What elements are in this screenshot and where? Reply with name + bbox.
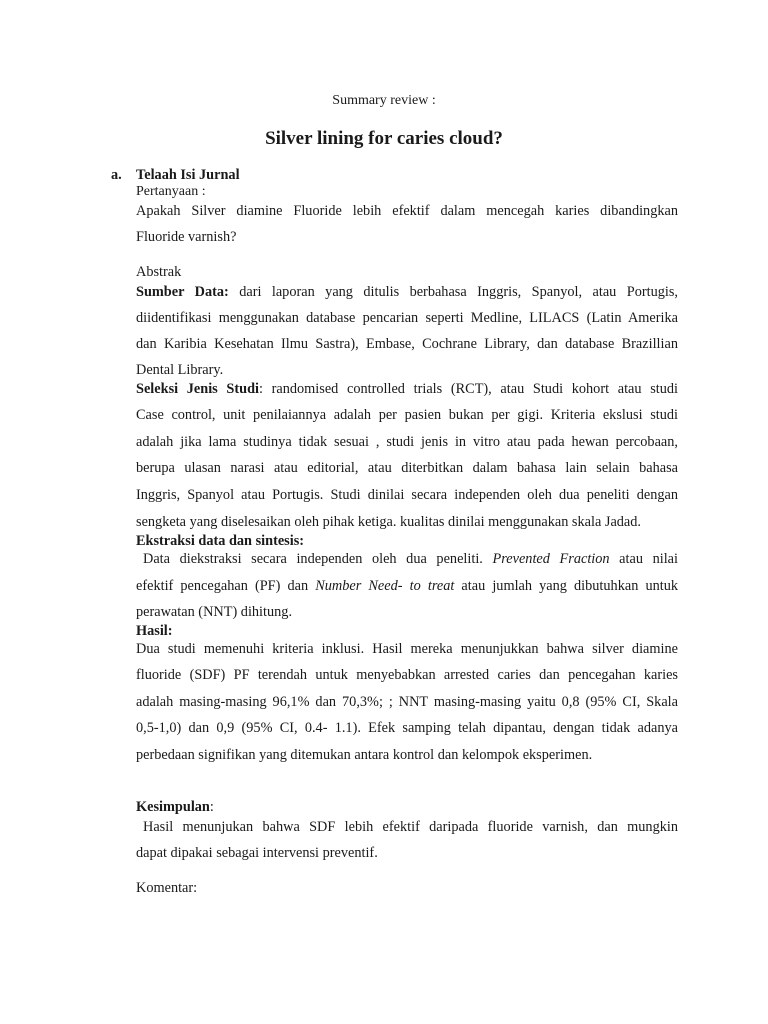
sumber-data-line: diidentifikasi menggunakan database pencarian seperti Medline, LILACS (Latin Amerika: [136, 310, 678, 326]
seleksi-line: berupa ulasan narasi atau editorial, atau diterbitkan dalam bahasa lain selain bahasa: [136, 460, 678, 476]
sumber-data-line: Dental Library.: [136, 362, 224, 378]
kesimpulan-line: dapat dipakai sebagai intervensi preventif.: [136, 845, 378, 861]
kesimpulan-heading: Kesimpulan:: [136, 799, 214, 815]
seleksi-line: Inggris, Spanyol atau Portugis. Studi dinilai secara independen oleh dua peneliti dengan: [136, 487, 678, 503]
kesimpulan-line: Hasil menunjukan bahwa SDF lebih efektif daripada fluoride varnish, dan mungkin: [143, 819, 678, 835]
ekstraksi-line: efektif pencegahan (PF) dan Number Need- to treat atau jumlah yang dibutuhkan untuk: [136, 578, 679, 594]
summary-label: Summary review :: [332, 93, 436, 108]
kesimpulan-label: Kesimpulan: [136, 799, 210, 815]
seleksi-label: Seleksi Jenis Studi: [136, 381, 259, 397]
komentar-label: Komentar:: [136, 880, 198, 896]
ekstraksi-label: Ekstraksi data dan sintesis:: [136, 533, 305, 549]
sumber-data-label: Sumber Data:: [136, 284, 229, 300]
seleksi-line: sengketa yang diselesaikan oleh pihak ketiga. kualitas dinilai menggunakan skala Jadad.: [136, 514, 642, 530]
ekstraksi-line: Data diekstraksi secara independen oleh dua peneliti. Prevented Fraction atau nilai: [143, 551, 678, 567]
sumber-data-line: dan Karibia Kesehatan Ilmu Sastra), Embase, Cochrane Library, dan database Brazillian: [136, 336, 678, 352]
hasil-label: Hasil:: [136, 623, 173, 639]
seleksi-line: Case control, unit penilaiannya adalah per pasien bukan per gigi. Kriteria ekslusi studi: [136, 407, 678, 423]
pertanyaan-label: Pertanyaan :: [136, 184, 206, 199]
hasil-line: 0,5-1,0) dan 0,9 (95% CI, 0.4- 1.1). Efek samping telah dipantau, dengan tidak adanya: [136, 720, 678, 736]
prevented-fraction-term: Prevented Fraction: [492, 551, 610, 567]
abstrak-label: Abstrak: [136, 264, 182, 280]
section-heading: Telaah Isi Jurnal: [136, 167, 240, 183]
hasil-line: Dua studi memenuhi kriteria inklusi. Hasil mereka menunjukkan bahwa silver diamine: [136, 641, 678, 657]
ekstraksi-line: perawatan (NNT) dihitung.: [136, 604, 293, 620]
hasil-line: perbedaan signifikan yang ditemukan antara kontrol dan kelompok eksperimen.: [136, 747, 593, 763]
seleksi-line: Seleksi Jenis Studi: randomised controlled trials (RCT), atau Studi kohort atau studi: [136, 381, 678, 397]
nnt-term: Number Need- to treat: [315, 578, 455, 594]
question-line: Fluoride varnish?: [136, 229, 237, 245]
sumber-data-line: Sumber Data: dari laporan yang ditulis berbahasa Inggris, Spanyol, atau Portugis,: [136, 284, 678, 300]
document-title: Silver lining for caries cloud?: [265, 128, 503, 149]
seleksi-line: adalah jika lama studinya tidak sesuai , studi jenis in vitro atau pada hewan percobaan,: [136, 434, 678, 450]
hasil-line: fluoride (SDF) PF terendah untuk menyebabkan arrested caries dan pencegahan karies: [136, 667, 678, 683]
section-marker: a.: [111, 167, 122, 183]
question-line: Apakah Silver diamine Fluoride lebih efektif dalam mencegah karies dibandingkan: [136, 203, 678, 219]
hasil-line: adalah masing-masing 96,1% dan 70,3%; ; NNT masing-masing yaitu 0,8 (95% CI, Skala: [136, 694, 678, 710]
